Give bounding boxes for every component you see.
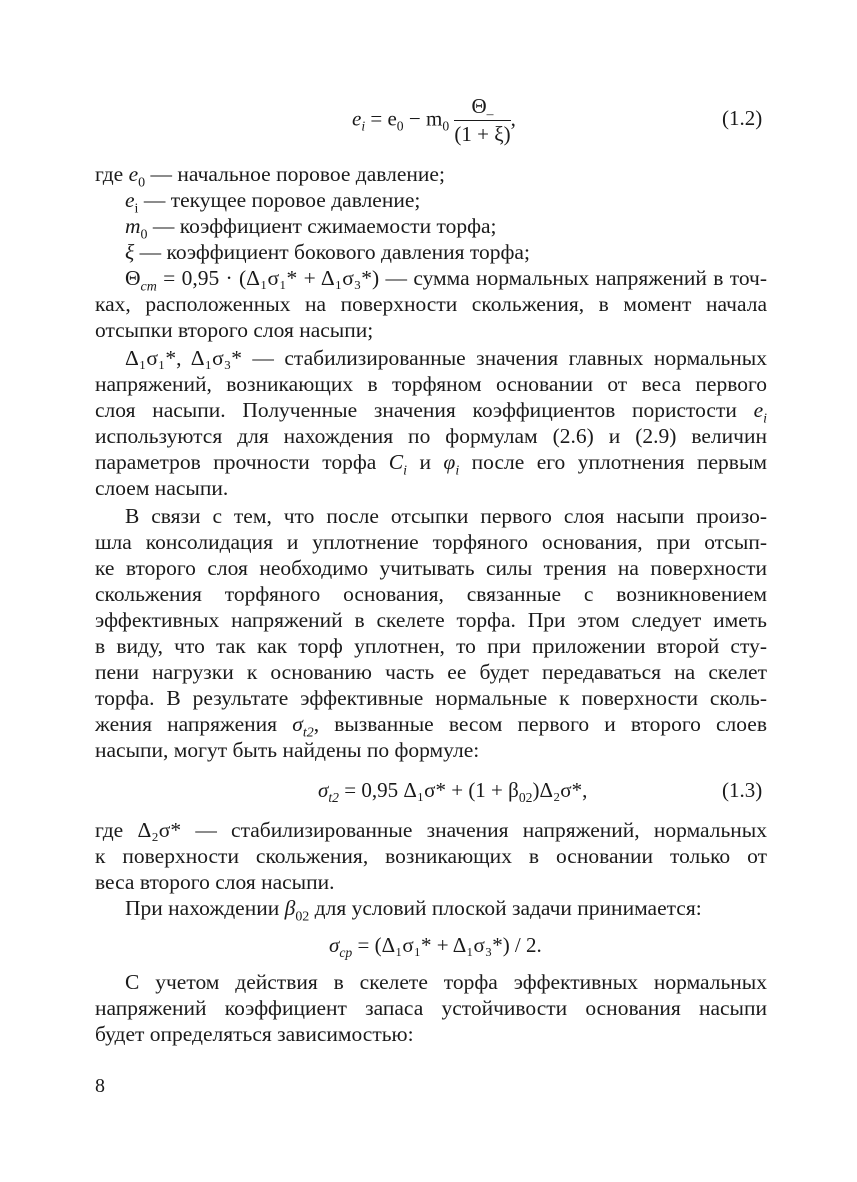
text-line: слоя насыпи. Полученные значения коэффициентов пористости $e_i$ (95, 398, 767, 427)
paragraph-line: шла консолидация и уплотнение торфяного основания, при отсып- (95, 530, 767, 554)
text-line: ках, расположенных на поверхности скольжения, в момент начала (95, 292, 767, 316)
text-line: напряжений, возникающих в торфяном основании от веса первого (95, 372, 767, 396)
def-ei: $e_i$ — текущее поровое давление; (125, 188, 421, 217)
fraction: $\frac{\Theta_-}{(1 + \xi)}$ (454, 94, 511, 146)
def-delta-line: Δ₁σ₁*, Δ₁σ₃* — стабилизированные значения главных нормальных (125, 346, 767, 370)
paragraph-line: к поверхности скольжения, возникающих в основании только от (95, 844, 767, 868)
equation-number-1-3: (1.3) (722, 778, 763, 802)
paragraph-line: пени нагрузки к основанию часть ее будет передаваться на скелет (95, 660, 767, 684)
paragraph-line: в виду, что так как торф уплотнен, то при приложении второй сту- (95, 634, 767, 658)
paragraph-line: При нахождении $\beta_{02}$ для условий плоской задачи принимается: (125, 896, 702, 925)
paragraph-line: С учетом действия в скелете торфа эффективных нормальных (125, 970, 767, 994)
paragraph-line: скольжения торфяного основания, связанные с возникновением (95, 582, 767, 606)
page-number: 8 (95, 1075, 105, 1097)
paragraph-line: ке второго слоя необходимо учитывать силы трения на поверхности (95, 556, 767, 580)
paragraph-line: насыпи, могут быть найдены по формуле: (95, 738, 480, 762)
paragraph-line: эффективных напряжений в скелете торфа. При этом следует иметь (95, 608, 767, 632)
formula-1-2: $e_i = e_0 - m_0$ $\frac{\Theta_-}{(1 + \xi)}$ , (352, 94, 516, 146)
paragraph-line: торфа. В результате эффективные нормальные к поверхности сколь- (95, 686, 767, 710)
def-e0: где $e_0$ — начальное поровое давление; (95, 162, 445, 191)
paragraph-line: В связи с тем, что после отсыпки первого слоя насыпи произо- (125, 504, 767, 528)
text-line: слоем насыпи. (95, 476, 229, 500)
formula-1-3: $\sigma_{t2} = 0,95$ $\Delta_1\sigma* + (1 + \beta_{02})\Delta_2\sigma*$, (318, 778, 588, 806)
def-theta-line: $\Theta_{cm} = 0,95 \cdot (\Delta_1\sigma_1* + \Delta_1\sigma_3*)$ — сумма нормальных напряжений в точ- (125, 266, 767, 295)
paragraph-line: веса второго слоя насыпи. (95, 870, 335, 894)
paragraph-line: напряжений коэффициент запаса устойчивости основания насыпи (95, 996, 767, 1020)
formula-sigma-cp: $\sigma_{cp} = (\Delta_1\sigma_1* + \Delta_1\sigma_3*) / 2$. (329, 933, 542, 961)
def-xi: ξ — коэффициент бокового давления торфа; (125, 240, 530, 264)
def-m0: $m_0$ — коэффициент сжимаемости торфа; (125, 214, 497, 243)
equation-number-1-2: (1.2) (722, 106, 763, 130)
paragraph-line: где Δ₂σ* — стабилизированные значения напряжений, нормальных (95, 818, 767, 842)
paragraph-line: жения напряжения $\sigma_{t2}$, вызванные весом первого и второго слоев (95, 712, 767, 741)
text-line: отсыпки второго слоя насыпи; (95, 318, 374, 342)
text-line: используются для нахождения по формулам (2.6) и (2.9) величин (95, 424, 767, 448)
paragraph-line: будет определяться зависимостью: (95, 1022, 414, 1046)
text-line: параметров прочности торфа $C_i$ и $\varphi_i$ после его уплотнения первым (95, 450, 767, 479)
